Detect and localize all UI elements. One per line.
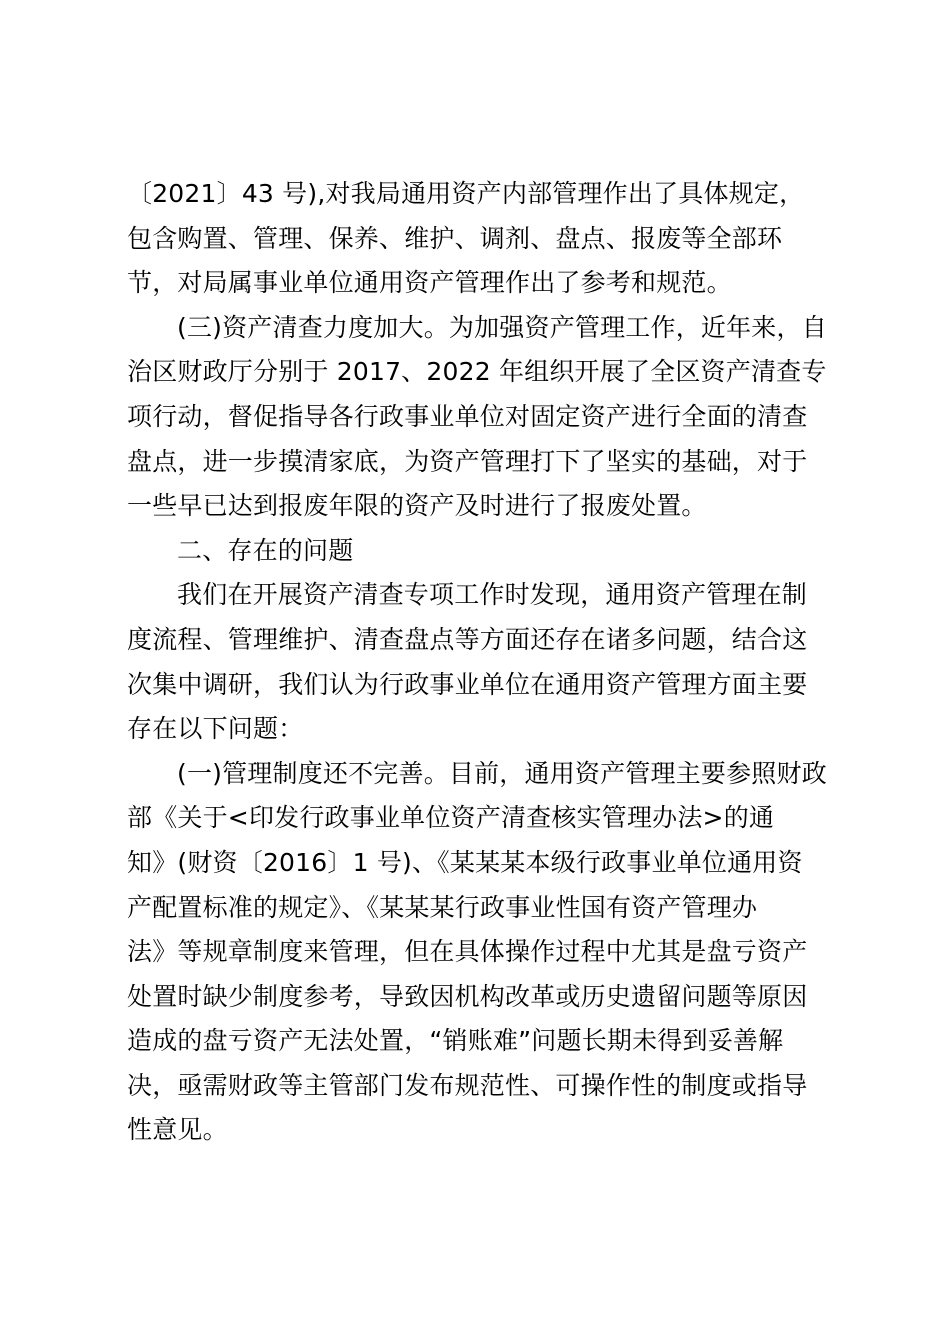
text-line-15: 部《关于<印发行政事业单位资产清查核实管理办法>的通 — [127, 803, 775, 833]
text-line-2: 包含购置、管理、保养、维护、调剂、盘点、报废等全部环 — [127, 223, 783, 253]
text-line-13: 存在以下问题： — [127, 714, 304, 744]
text-line-7: 盘点，进一步摸清家底，为资产管理打下了坚实的基础，对于 — [127, 446, 808, 476]
text-line-10: 我们在开展资产清查专项工作时发现，通用资产管理在制 — [177, 580, 808, 610]
section-heading: 二、存在的问题 — [177, 535, 354, 565]
text-line-5: 治区财政厅分别于 2017、2022 年组织开展了全区资产清查专 — [127, 357, 827, 387]
text-line-14: (一)管理制度还不完善。目前，通用资产管理主要参照财政 — [177, 758, 827, 788]
text-line-21: 决，亟需财政等主管部门发布规范性、可操作性的制度或指导 — [127, 1070, 808, 1100]
text-line-11: 度流程、管理维护、清查盘点等方面还存在诸多问题，结合这 — [127, 624, 808, 654]
text-line-4: (三)资产清查力度加大。为加强资产管理工作，近年来，自 — [177, 312, 827, 342]
text-line-22: 性意见。 — [127, 1115, 228, 1145]
text-line-1: 〔2021〕43 号),对我局通用资产内部管理作出了具体规定， — [127, 179, 805, 208]
text-line-20: 造成的盘亏资产无法处置，“销账难”问题长期未得到妥善解 — [127, 1026, 784, 1056]
text-line-3: 节，对局属事业单位通用资产管理作出了参考和规范。 — [127, 268, 732, 298]
body-text — [127, 172, 847, 1153]
text-line-16: 知》(财资〔2016〕1 号)、《某某某本级行政事业单位通用资 — [127, 847, 803, 877]
text-line-12: 次集中调研，我们认为行政事业单位在通用资产管理方面主要 — [127, 669, 808, 699]
text-line-8: 一些早已达到报废年限的资产及时进行了报废处置。 — [127, 491, 707, 521]
text-line-6: 项行动，督促指导各行政事业单位对固定资产进行全面的清查 — [127, 401, 808, 431]
text-line-19: 处置时缺少制度参考，导致因机构改革或历史遗留问题等原因 — [127, 981, 808, 1011]
text-line-18: 法》等规章制度来管理，但在具体操作过程中尤其是盘亏资产 — [127, 937, 808, 967]
text-line-17: 产配置标准的规定》、《某某某行政事业性国有资产管理办 — [127, 892, 758, 922]
